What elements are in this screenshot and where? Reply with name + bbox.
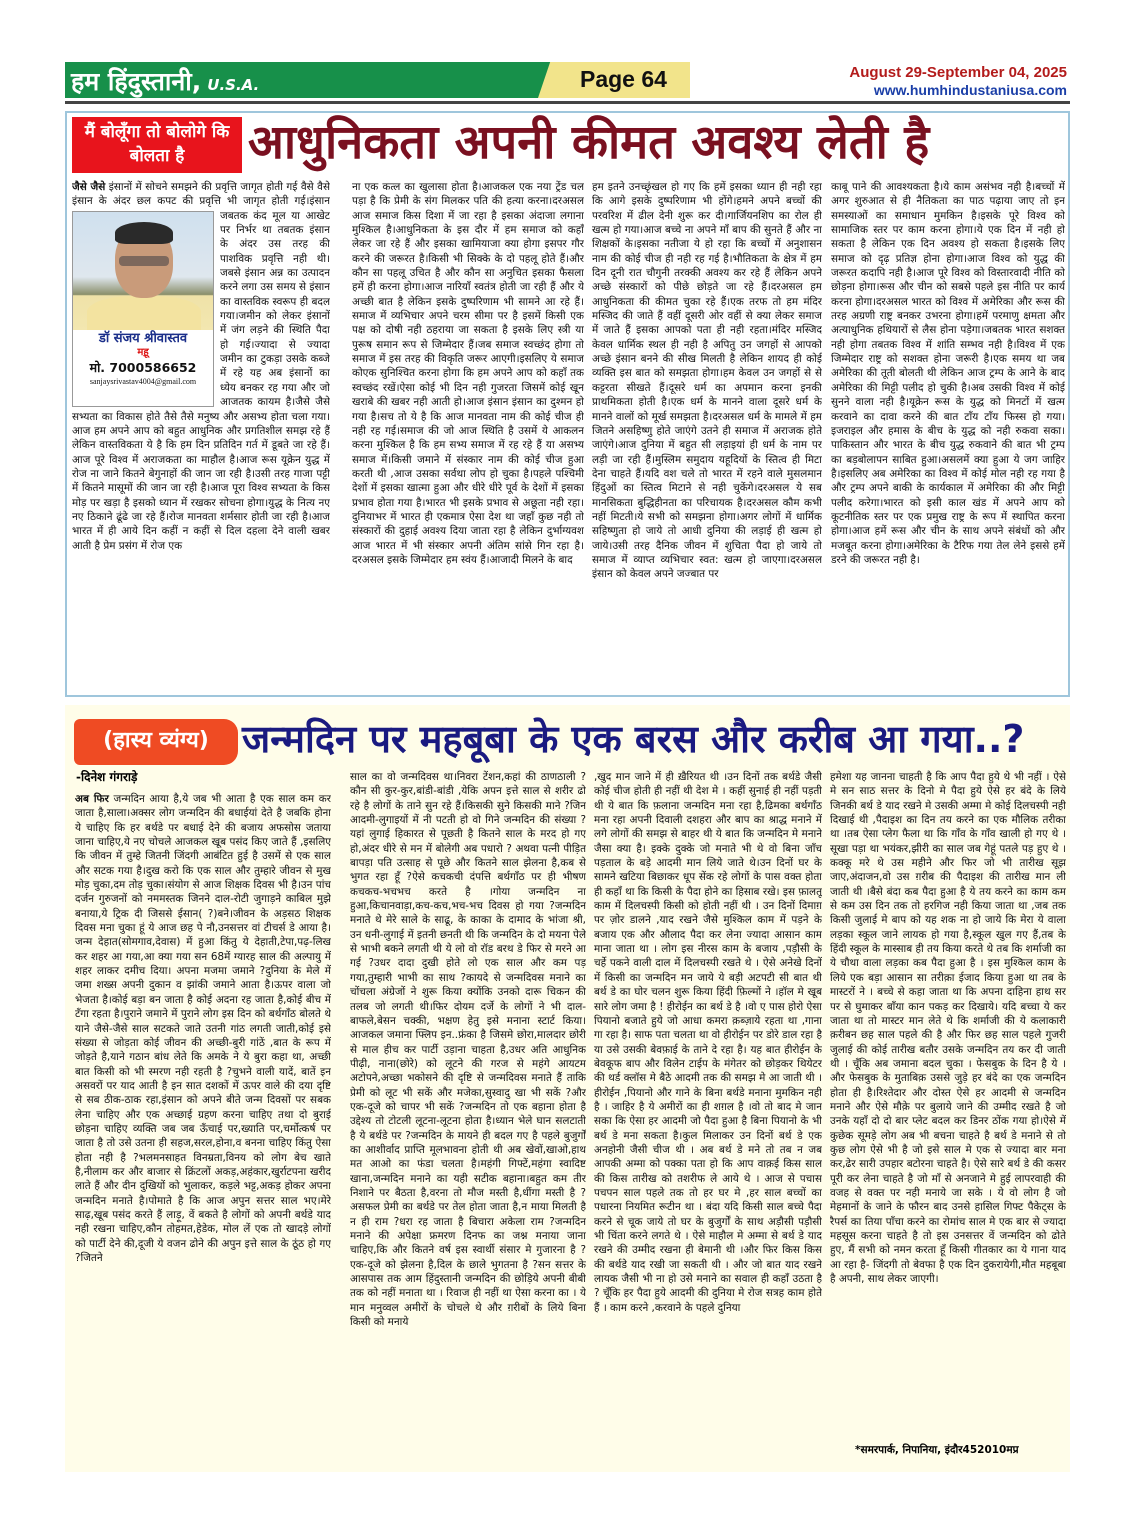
- newspaper-title: [71, 64, 259, 98]
- issue-date: August 29-September 04, 2025: [849, 64, 1067, 81]
- article-1-column-1: [72, 180, 330, 692]
- article-2-column-2: साल का वो जन्मदिवस था।निवरा टेंशन,कहां की ठाणठाली ?कौन सी कुर-कुर,बांडी-बांडी ,येकि अपन इत्ते साल से शरीर ढो रहे है लोगों के ताने सुन रहे हैं।किसकी सुने किसकी माने ?जिन आदमी-लुगाइयों में नी पटती हो वो गिने जन्मदिन की संख्या ?यहां लुगाई हिकारत से पूछती है कितने साल के मरद हो गए हो,अंदर धीरे से मन में बोलेगी अब पधारो ? अथवा पत्नी पीड़ित बापड़ा पति उत्साह से पूछे और कितने साल झेलना है,कब से भुगत रहा हूँ ?ऐसे कचकची दंपत्ति बर्थगाँठ पर ही भीषण कचकच-भचभच करते है ।गोया जन्मदिन ना हुआ,किचानवाड़ा,कच-कच,भच-भच दिवस हो गया ?जन्मदिन मनाते थे मेरे साले के साढू, के काका के दामाद के भांजा श्री, उन धनी-लुगाई में इतनी छनती थी कि जन्मदिन के दो मयना पेले से भाभी बकने लगती थी ये लो वो रॉड बरथ डे फिर से मरने आ गई ?उधर दादा दुखी होते लो एक साल और कम पड़ गया,तुम्हारी भाभी का साथ ?कायदे से जन्मदिवस मनाने का चोंचला अंग्रेजों ने शुरू किया क्योंकि उनको दारू चिकन की तलब जो लगती थी।फिर दोयम दर्जे के लोगों ने भी दाल-बाफले,बेसन चक्की, भक्षण हेतु इसे मनाना स्टार्ट किया।आजकल जमाना फ्लिप इन..फ्रंका है जिसमे छोरा,मालदार छोरी से माल हीच कर पार्टी उड़ाना चाहता है,उधर अति आधुनिक पीढ़ी, नाना(छोरे) को लूटने की गरज से महंगे आयटम अटोपने,अच्छा भकोसने की दृष्टि से जन्मदिवस मनाते हैं ताकि प्रेमी को लूट भी सकें और मजेका,सुस्वादु खा भी सकें ?और एक-दूजे को चापर भी सकें ?जन्मदिन तो एक बहाना होता है उद्देश्य तो टोटली लूटना-लूटना होता है।ध्यान भेले घान सलटाती है ये बर्थडे पर ?जन्मदिन के मायने ही बदल गए है पहले बुजुर्गों का आशीर्वाद प्राप्ति मूलभावना होती थी अब खेवों,खाओ,हाथ मत आओ का फंडा चलता है।महंगी गिफ्टें,महंगा स्वादिष्ट खाना,जन्मदिन मनाने का यही सटीक बहाना।बहुत कम तीर निशाने पर बैठता है,वरना तो मौज मस्ती है,धींगा मस्ती है ?असफल प्रेमी का बर्थडे पर तेल होता जाता है,न माया मिलती है न ही राम ?धरा रह जाता है बिचारा अकेला राम ?जन्मदिन मनाने की अपेक्षा फ्रमरण दिनफ का जश्न मनाया जाना चाहिए,कि और कितने वर्ष इस स्वार्थी संसार मे गुजारना है ?एक-दूजे को झेलना है,दिल के छाले भुगतना है ?सन सत्तर के आसपास तक आम हिंदुस्तानी जन्मदिन की छोड़िये अपनी बीबी तक को नहीं मनाता था । रिवाज ही नहीं था ऐसा करना का । ये मान मनुव्वल अमीरों के चोचले थे और ग़रीबों के लिये बिना किसी को मनाये: [350, 771, 586, 1329]
- website-url[interactable]: www.humhindustaniusa.com: [873, 82, 1067, 98]
- column-label: मैं बोलूँगा तो बोलोगे कि बोलता है: [72, 117, 242, 173]
- article-2-column-4: हमेशा यह जानना चाहती है कि आप पैदा हुये थे भी नहीं । ऐसे मे सन साठ सत्तर के दिनो मे पैदा हुये ऐसे हर बंदे के लिये जिनकी बर्थ डे याद रखने मे उसकी अम्मा मे कोई दिलचस्पी नही दिखाई थी ,पैदाइश का दिन तय करने का एक मौलिक तरीका था ।तब ऐसा प्लेग फैला था कि गाँव के गाँव खाली हो गए थे ।सूखा पड़ा था भयंकर,झीरी का साल जब गेहूं पतले पड़ हुए थे ।कक्कू मरे थे उस महीने और फिर जो भी तारीख सूझ जाए,अंदाजन,वो उस ग़रीब की पैदाइश की तारीख मान ली जाती थी ।बैसे बंदा कब पैदा हुआ है ये तय करने का काम कम से कम उस दिन तक तो हरगिज नही किया जाता था ,जब तक किसी जुलाई मे बाप को यह शक ना हो जाये कि मेरा ये वाला लड़का स्कूल जाने लायक हो गया है,स्कूल खुल गए हैं,तब के हिंदी स्कूल के मास्साब ही तय किया करते थे तब कि शर्माजी का ये चौथा वाला लड़का कब पैदा हुआ है । इस मुश्किल काम के लिये एक बड़ा आसान सा तरीक़ा ईजाद किया हुआ था तब के मास्टरों ने । बच्चे से कहा जाता था कि अपना दाहिना हाथ सर पर से घुमाकर बाँया कान पकड़ कर दिखाये। यदि बच्चा ये कर जाता था तो मास्टर मान लेते थे कि शर्माजी की ये कलाकारी क़रीबन छह साल पहले की है और फिर छह साल पहले गुजरी जुलाई की कोई तारीख बतौर उसके जन्मदिन तय कर दी जाती थी । चूँकि अब जमाना बदल चुका । फेसबुक के दिन है ये । और फेसबुक के मुताबिक़ उससे जुड़े हर बंदे का एक जन्मदिन होता ही है।रिश्तेदार और दोस्त ऐसे हर आदमी से जन्मदिन मनाने और ऐसे मौक़े पर बुलाये जाने की उम्मीद रखते है जो उनके यहाँ दो दो बार प्लेट बदल कर डिनर ठोंक गया हो।ऐसे में कुछेक सूमड़े लोग अब भी बचना चाहते है बर्थ डे मनाने से तो कुछ लोग ऐसे भी है जो इसे साल मे एक से ज्यादा बार मना कर,ढेर सारी उपहार बटोरना चाहते है। ऐसे सारे बर्थ डे की कसर पूरी कर लेना चाहते है जो माँ से अनजाने मे हुई लापरवाही की वजह से वक्त पर नही मनाये जा सके । ये वो लोग है जो मेहमानों के जाने के फौरन बाद उनसे हासिल गिफ्ट पैकेट्स के रैपर्स का तिया पाँचा करने का रोमांच साल मे एक बार से ज्यादा महसूस करना चाहते है तो इस उनसत्तर वें जन्मदिन को ढोते हुए, मैं सभी को नमन करता हूँ किसी गीतकार का ये गाना याद आ रहा है- जिंदगी तो बेवफा है एक दिन दुकरायेगी,मौत महबूबा है अपनी, साथ लेकर जाएगी।: [830, 771, 1066, 1286]
- article-2-text: जन्मदिन आया है,ये जब भी आता है एक साल कम कर जाता है,साला।अक्सर लोग जन्मदिन की बधाईयां देते है जबकि होना ये चाहिए कि हर बर्थडे पर बधाई देने की बजाय अफसोस जताया जाना चाहिए,ये नए चोचले आजकल खूब पसंद किए जाते हैं ,इसलिए कि जीवन में तुम्हे जितनी जिंदगी आबंटित हुई है उसमें से एक साल और सटक गया है।दुख करो कि एक साल और तुम्हारे जीवन से मुख मोड़ चुका,दम तोड़ चुका।संयोग से आज शिक्षक दिवस भी है।उन पांच दर्जन गुरुजनों को नममस्तक जिनने दाल-रोटी जुगाड़ने काबिल मुझे बनाया,ये ट्रिक दी जिससे ईसान( ?)बने।जीवन के अड़सठ शिक्षक दिवस मना चुका हूं ये आज छह पे नौ,उनसत्तर वां टीचर्स डे आया है।जन्म देहात(सोमगाव,देवास) में हुआ किंतु ये देहाती,टेपा,पढ़-लिख कर शहर आ गया,आ क्या गया सन 68में ग्यारह साल की अल्पायु में शहर लाकर दमीच दिया। अपना मजमा जमाने ?दुनिया के मेले में जमा शख्स अपनी दुकान व झांकी जमाने आता है।ऊपर वाला जो भेजता है।कोई बड़ा बन जाता है कोई अदना रह जाता है,कोई बीच में टँगा रहता है।पुराने जमाने में पुराने लोग इस दिन को बर्थगाँठ बोलते थे याने जैसे-जैसे साल सटकते जाते उतनी गांठ लगती जाती,कोई इसे संख्या से जोड़ता कोई जीवन की अच्छी-बुरी गांठें ,बात के रूप में जोड़ते है,याने गठान बांध लेते कि अमके ने ये बुरा कहा था, अच्छी बात किसी को भी स्मरण नही रहती है ?चुभने वाली यादें, बातें इन असवरों पर याद आती है इन सात दशकों में ऊपर वाले की दया दृष्टि से सब ठीक-ठाक रहा,इंसान को अपने बीते जन्म दिवसों पर सबक लेना चाहिए और एक अच्छाई ग्रहण करना चाहिए तथा दो बुराई छोड़ना चाहिए व्यक्ति जब जब ऊँचाई पर,ख्याति पर,चर्मोत्कर्ष पर जाता है तो उसे उतना ही सहज,सरल,होना,व बनना चाहिए किंतु ऐसा होता नही है ?भलमनसाहत विनम्रता,विनय को लोग बेच खाते है,नीलाम कर और बाजार से क्रिंटलों अकड़,अहंकार,खुर्राटपना खरीद लाते हैं और दीन दुखियों को भुलाकर, कड़ले भट्ट,अकड़ होकर अपना जन्मदिन मनाते है।पोमाते है कि आज अपुन सत्तर साल भए।मेरे साढ़,खूब पसंद करते हैं लाड़ू, वें बकते है लोगों को अपनी बर्थडे याद नही रखना चाहिए,कौन तोहमत,हेडेक, मोल लें एक तो खादड़े लोगों को पार्टी देने की,दूजी ये वजन ढोने की अपुन इत्ते साल के ठूंठ हो गए ?जितने: [75, 793, 331, 1264]
- newspaper-suffix: U.S.A.: [207, 76, 260, 94]
- header-divider: [65, 101, 1070, 104]
- author-mobile: मो. 7000586652: [89, 359, 197, 375]
- newspaper-name: हम हिंदुस्तानी,: [71, 67, 202, 96]
- satire-label: (हास्य व्यंग्य): [74, 719, 238, 765]
- article-2-column-1: [75, 792, 331, 1468]
- lead-words: जैसे जैसे: [72, 181, 106, 193]
- author-address: *समरपार्क, निपानिया, इंदौर452010मप्र: [855, 1444, 1019, 1456]
- article-2-column-3: ,खुद मान जाने में ही ख़ैरियत थी ।उन दिनों तक बर्थडे जैसी कोई चीज होती ही नहीं थी देश मे । कहीं सुनाई ही नहीं पड़ती थी ये बात कि फ़लाना जन्मदिन मना रहा है,ढिमका बर्थगाँठ मना रहा अपनी दिवाली दशहरा और बाप का श्राद्ध मनाने में लगे लोगों की समझ से बाहर थी ये बात कि जन्मदिन मे मनाने जैसा क्या है। इक्के दुक्के जो मनाते भी थे वो बिना जाँच पड़ताल के बड़े आदमी मान लिये जाते थे।उन दिनों घर के सामने खटिया बिछाकर धूप सेंक रहे लोगों के पास वक्त होता ही कहाँ था कि किसी के पैदा होने का हिसाब रखे। इस फ़ालतू काम में दिलचस्पी किसी को होती नहीं थी । उन दिनों दिमाग़ पर ज़ोर डालने ,याद रखने जैसे मुश्किल काम में पड़ने के बजाय एक और औलाद पैदा कर लेना ज्यादा आसान काम माना जाता था । लोग इस नीरस काम के बजाय ,पड़ौसी के चर्हे पकने वाली दाल में दिलचस्पी रखते थे । ऐसे अनेखे दिनों में किसी का जन्मदिन मन जाये ये बड़ी अटपटी सी बात थी बर्थ डे का घोर चलन शुरू किया हिंदी फ़िल्मों ने ।हॉल मे खूब सारे लोग जमा है ! हीरोईन का बर्थ डे है ।वो ए पास होरो ऐसा पियानो बजाते हुये जो आधा कमरा क़ब्ज़ाये रहता था ,गाना गा रहा है। साफ पता चलता था वो हीरोईन पर डोरे डाल रहा है या उसे उसकी बेवफ़ाई के ताने दे रहा है। यह बात हीरोईन के बेवकूफ बाप और विलेन टाईप के मंगेतर को छोड़कर थियेटर की थर्ड क्लॉस मे बैठे आदमी तक की समझ मे आ जाती थी । हीरोईन ,पियानो और गाने के बिना बर्थडे मनाना मुमकिन नही है । जाहिर है ये अमीरों का ही शग़ल है ।वो तो बाद मे जान सका कि ऐसा हर आदमी जो पैदा हुआ है बिना पियानो के भी बर्थ डे मना सकता है।कुल मिलाकर उन दिनों बर्थ डे एक अनहोनी जैसी चीज थी । अब बर्थ डे मने तो तब न जब आपकी अम्मा को पक्का पता हो कि आप वाक़ई किस साल की किस तारीख को तशरीफ ले आये थे । आज से पचास पचपन साल पहले तक तो हर घर मे ,हर साल बच्चों का पधारना नियमित रूटीन था । बंदा यदि किसी साल बच्चे पैदा करने से चूक जाये तो घर के बुजुर्गों के साथ अड़ौसी पड़ौसी भी चिंता करने लगते थे । ऐसे माहौल मे अम्मा से बर्थ डे याद रखने की उम्मीद रखना ही बेमानी थी ।और फिर किस किस की बर्थडे याद रखी जा सकती थी । और जो बात याद रखने लायक जैसी भी ना हो उसे मनाने का सवाल ही कहाँ उठता है ? चूँकि हर पैदा हुये आदमी की दुनिया मे रोज सत्रह काम होते हैं । काम करने ,करवाने के पहले दुनिया: [594, 771, 822, 1314]
- author-city: मह़ू: [137, 347, 149, 359]
- author-name: डॉ संजय श्रीवास्तव: [98, 331, 188, 346]
- article-1-column-3: हम इतने उनच्छृंखल हो गए कि हमें इसका ध्यान ही नही रहा कि आगे इसके दुष्परिणाम भी होंगे।हमने अपने बच्चों की परवरिश में ढील देनी शुरू कर दी।गार्जियनशिप का रोल ही खत्म हो गया।आज बच्चे ना अपने माँ बाप की सुनते हैं और ना शिक्षकों के।इसका नतीजा ये हो रहा कि बच्चों में अनुशासन नाम की कोई चीज ही नही रह गई है।भौतिकता के क्षेत्र में हम दिन दूनी रात चौगुनी तरक्की अवश्य कर रहे हैं लेकिन अपने अच्छे संस्कारों को पीछे छोड़ते जा रहे हैं।दरअसल हम आधुनिकता की कीमत चुका रहे हैं।एक तरफ तो हम मंदिर मस्जिद की जाते हैं वहीं दूसरी ओर वहीं से क्या लेकर समाज में जाते हैं इसका आपको पता ही नही रहता।मंदिर मस्जिद केवल धार्मिक स्थल ही नही है अपितु उन जगहों से आपको अच्छे इंसान बनने की सीख मिलती है लेकिन शायद ही कोई व्यक्ति इस बात को समझता होगा।हम केवल उन जगहों से से कट्टरता सीखते हैं।दूसरे धर्म का अपमान करना इनकी प्राथमिकता होती है।एक धर्म के मानने वाला दूसरे धर्म के मानने वालों को मूर्ख समझता है।दरअसल धर्म के मामले में हम जितने असहिष्णु होते जाएंगे उतने ही समाज में अराजक होते जाएंगे।आज दुनिया में बहुत सी लड़ाइयां ही धर्म के नाम पर लड़ी जा रही हैं।मुस्लिम समुदाय यहूदियों के स्तित्व ही मिटा देना चाहते हैं।यदि वश चले तो भारत में रहने वाले मुसलमान हिंदुओं का स्तित्व मिटाने से नही चुकेंगे।दरअसल ये सब मानसिकता बुद्धिहीनता का परिचायक है।दरअसल कौम कभी नहीं मिटती।ये सभी को समझना होगा।अगर लोगों में धार्मिक सहिष्णुता हो जाये तो आधी दुनिया की लड़ाई ही खत्म हो जाये।उसी तरह दैनिक जीवन में शुचिता पैदा हो जाये तो समाज में व्याप्त व्यभिचार स्वत: खत्म हो जाएगा।दरअसल इंसान को केवल अपने जज्बात पर: [592, 181, 822, 581]
- article-1-column-4: काबू पाने की आवश्यकता है।ये काम असंभव नही है।बच्चों में अगर शुरुआत से ही नैतिकता का पाठ पढ़ाया जाए तो इन समस्याओं का समाधान मुमकिन है।इसके पूरे विश्व को सामाजिक स्तर पर काम करना होगा।ये एक दिन में नही हो सकता है लेकिन एक दिन अवश्य हो सकता है।इसके लिए समाज को दृढ़ प्रतिज्ञ होना होगा।आज विश्व को युद्ध की जरूरत कदापि नही है।आज पूरे विश्व को विस्तारवादी नीति को छोड़ना होगा।रूस और चीन को सबसे पहले इस नीति पर कार्य करना होगा।दरअसल भारत को विश्व में अमेरिका और रूस की तरह अग्रणी राष्ट्र बनकर उभरना होगा।हमें परमाणु क्षमता और अत्याधुनिक हथियारों से लैस होना पड़ेगा।जबतक भारत सशक्त नही होगा तबतक विश्व में शांति सम्भव नही है।विश्व में एक जिम्मेदार राष्ट्र को सशक्त होना जरूरी है।एक समय था जब अमेरिका की तूती बोलती थी लेकिन आज ट्रम्प के आने के बाद अमेरिका की मिट्टी पलीद हो चुकी है।अब उसकी विश्व में कोई सुनने वाला नही है।यूक्रेन रूस के युद्ध को मिनटों में खत्म करवाने का दावा करने की बात टाँय टाँय फिस्स हो गया।इजराइल और हमास के बीच के युद्ध को नही रुकवा सका।पाकिस्तान और भारत के बीच युद्ध रुकवाने की बात भी ट्रम्प का बड़बोलापन साबित हुआ।असलमें क्या हुआ ये जग जाहिर है।इसलिए अब अमेरिका का विश्व में कोई मोल नही रह गया है और ट्रम्प अपने बाकी के कार्यकाल में अमेरिका की और मिट्टी पलीद करेगा।भारत को इसी काल खंड में अपने आप को कूटनीतिक स्तर पर एक प्रमुख राष्ट्र के रूप में स्थापित करना होगा।आज हमें रूस और चीन के साथ अपने संबंधों को और मजबूत करना होगा।अमेरिका के टैरिफ गया तेल लेने इससे हमें डरने की जरूरत नही है।: [831, 181, 1065, 566]
- article-1-column-2: ना एक कत्ल का खुलासा होता है।आजकल एक नया ट्रेंड चल पड़ा है कि प्रेमी के संग मिलकर पति की हत्या करना।दरअसल आज समाज किस दिशा में जा रहा है इसका अंदाजा लगाना मुश्किल है।आधुनिकता के इस दौर में हम समाज को कहाँ लेकर जा रहे हैं और इसका खामियाजा क्या होगा इसपर गौर करने की जरूरत है।किसी भी सिक्के के दो पहलू होते हैं।और कौन सा पहलू उचित है और कौन सा अनुचित इसका फैसला हमें ही करना होगा।आज नारियाँ स्वतंत्र होती जा रही हैं और ये अच्छी बात है लेकिन इसके दुष्परिणाम भी सामने आ रहे हैं।समाज में व्यभिचार अपने चरम सीमा पर है इसमें किसी एक पक्ष को दोषी नही ठहराया जा सकता है इसके लिए स्त्री या पुरूष समान रूप से जिम्मेदार हैं।जब समाज स्वच्छंद होगा तो समाज में इस तरह की विकृति जरूर आएगी।इसलिए ये समाज कोएक सुनिश्चित करना होगा कि हम अपने आप को कहाँ तक स्वच्छंद रखें।ऐसा कोई भी दिन नही गुजरता जिसमें कोई खून खराबे की खबर नही आती हो।आज इंसान इंसान का दुश्मन हो गया है।सच तो ये है कि आज मानवता नाम की कोई चीज ही नही रह गई।समाज की जो आज स्थिति है उसमें ये आकलन करना मुश्किल है कि हम सभ्य समाज में रह रहे हैं या असभ्य समाज में।किसी जमाने में संस्कार नाम की कोई चीज हुआ करती थी ,आज उसका सर्वथा लोप हो चुका है।पहले पश्चिमी देशों में इसका खात्मा हुआ और धीरे धीरे पूर्व के देशों में इसका प्रभाव होता गया है।भारत भी इसके प्रभाव से अछूता नही रहा।दुनियाभर में भारत ही एकमात्र ऐसा देश था जहाँ कुछ नही तो संस्कारों की दुहाई अवश्य दिया जाता रहा है लेकिन दुर्भाग्यवश आज भारत में भी संस्कार अपनी अंतिम सांसे गिन रहा है।दरअसल इसके जिम्मेदार हम स्वंय हैं।आजादी मिलने के बाद: [352, 181, 584, 566]
- author-photo: [73, 212, 213, 330]
- article-2-headline: जन्मदिन पर महबूबा के एक बरस और करीब आ गया..?: [242, 717, 1025, 761]
- article-1-headline: आधुनिकता अपनी कीमत अवश्य लेती है: [248, 115, 930, 170]
- author-box: [72, 211, 214, 407]
- lead-words: अब फिर: [75, 793, 109, 805]
- article-1-text: इंसानों में सोचने समझने की प्रवृत्ति जागृत होती गई वैसे वैसे इंसान के अंदर छल कपट की प्रवृत्ति भी जागृत होती गई।इंसान जबतक कंद मूल या आखेट पर निर्भर था तबतक इंसान के अंदर उस तरह की पाशविक प्रवृत्ति नही थी।जबसे इंसान अन्न का उत्पादन करने लगा उस समय से इंसान का वास्तविक स्वरूप ही बदल गया।जमीन को लेकर इंसानों में जंग लड़ने की स्थिति पैदा हो गई।ज्यादा से ज्यादा जमीन का टुकड़ा उसके कब्जे में रहे यह अब इंसानों का ध्येय बनकर रह गया और जो आजतक कायम है।जैसे जैसे सभ्यता का विकास होते तैसे तैसे मनुष्य और असभ्य होता चला गया।आज हम अपने आप को बहुत आधुनिक और प्रगतिशील समझ रहे हैं लेकिन वास्तविकता ये है कि हम दिन प्रतिदिन गर्त में डूबते जा रहे हैं।आज पूरे विश्व में अराजकता का माहौल है।आज रूस यूक्रेन युद्ध में रोज ना जाने कितने बेगुनाहों की जान जा रही है।उसी तरह गाजा पट्टी में कितने मासूमों की जान जा रही है।आज पूरा विश्व सभ्यता के किस मोड़ पर खड़ा है इसको ध्यान में रखकर सोचना होगा।युद्ध के नित्य नए नए ठिकाने ढूंढे जा रहे हैं।रोज मानवता शर्मसार होती जा रही है।आज भारत में ही आये दिन कहीं न कहीं से दिल दहला देने वाली खबर आती है प्रेम प्रसंग में रोज एक: [72, 181, 330, 552]
- masthead: [65, 62, 690, 98]
- article-2-byline: -दिनेश गंगराड़े: [76, 770, 138, 784]
- page-number: Page 64: [580, 66, 667, 92]
- author-email[interactable]: sanjaysrivastav4004@gmail.com: [89, 377, 197, 387]
